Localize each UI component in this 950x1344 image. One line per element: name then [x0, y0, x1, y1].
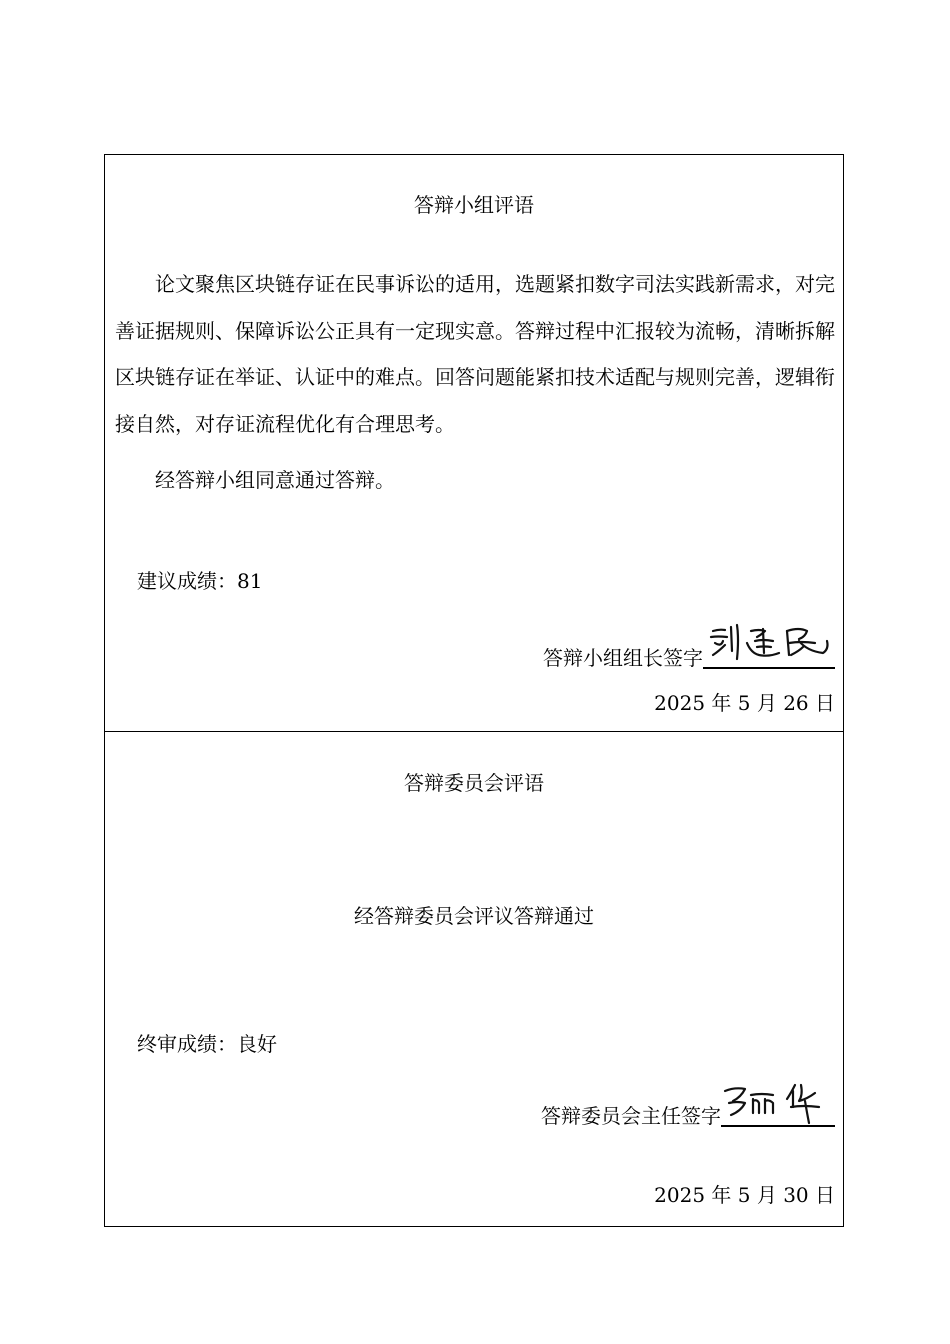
suggested-grade: 建议成绩：81: [137, 569, 263, 593]
group-leader-signature-row: [543, 619, 835, 672]
committee-review-heading: 答辩委员会评语: [404, 771, 544, 795]
group-leader-signature: [703, 619, 835, 669]
committee-chair-signature-label: 答辩委员会主任签字: [541, 1104, 721, 1128]
handwritten-signature-icon: [703, 619, 835, 667]
group-review-date: 2025 年 5 月 26 日: [654, 691, 835, 715]
committee-review-conclusion: 经答辩委员会评议答辩通过: [354, 904, 594, 928]
group-review-section: [105, 155, 843, 731]
committee-chair-signature: [721, 1077, 835, 1127]
group-review-paragraph: 论文聚焦区块链存证在民事诉讼的适用，选题紧扣数字司法实践新需求，对完善证据规则、保障诉讼公正具有一定现实意。答辩过程中汇报较为流畅，清晰拆解区块链存证在举证、认证中的难点。回答问题能紧扣技术适配与规则完善，逻辑衔接自然，对存证流程优化有合理思考。: [115, 272, 835, 436]
committee-review-date: 2025 年 5 月 30 日: [654, 1183, 835, 1207]
committee-review-section: [105, 731, 843, 1229]
group-leader-signature-label: 答辩小组组长签字: [543, 646, 703, 670]
group-review-conclusion: 经答辩小组同意通过答辩。: [155, 468, 395, 492]
final-grade: 终审成绩：良好: [137, 1032, 277, 1056]
handwritten-signature-icon: [721, 1077, 835, 1125]
committee-chair-signature-row: [541, 1077, 835, 1130]
defense-review-form: [104, 154, 844, 1227]
group-review-heading: 答辩小组评语: [414, 193, 534, 217]
